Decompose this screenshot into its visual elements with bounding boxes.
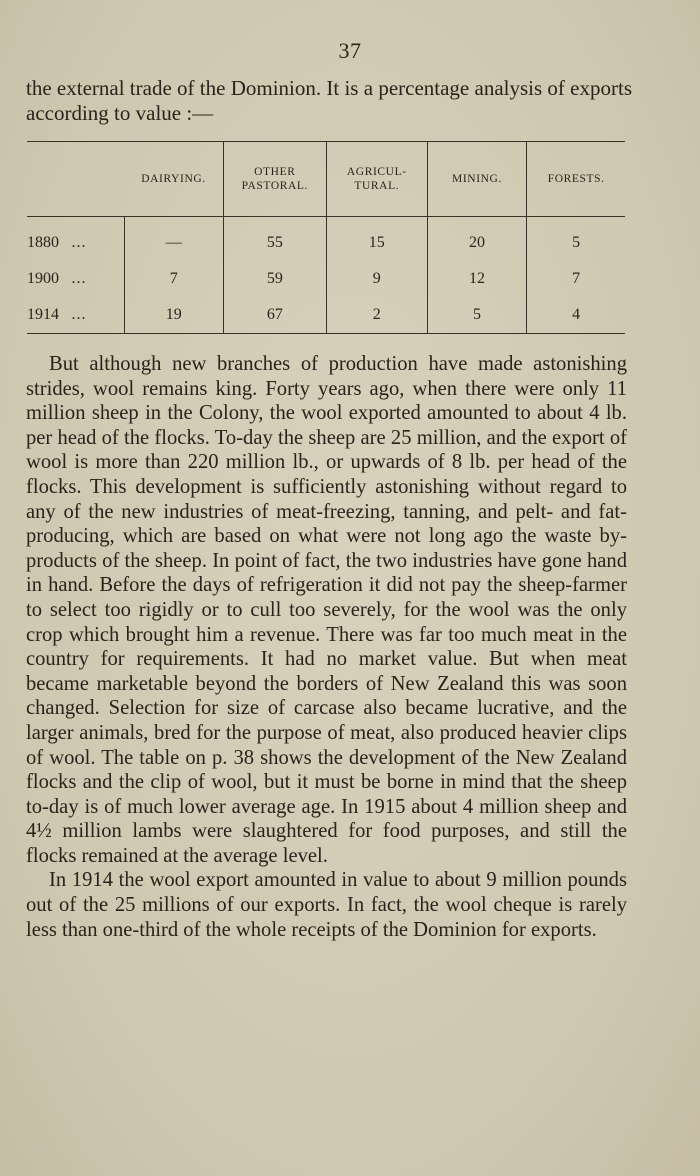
header-dairying: DAIRYING.	[124, 142, 223, 217]
row-year: 1914 ...	[27, 297, 124, 334]
table-row	[27, 297, 625, 334]
row-year: 1900 ...	[27, 270, 87, 287]
header-forests: FORESTS.	[527, 142, 625, 217]
body-text	[26, 352, 627, 942]
export-percentage-table	[27, 141, 625, 334]
cell-forests: 5	[527, 217, 625, 262]
header-year	[27, 142, 124, 217]
cell-agricultural: 15	[326, 217, 427, 262]
paragraph-wool-export-value: In 1914 the wool export amounted in value to about 9 million pounds out of the 25 millions of our exports. In fact, the wool cheque is rarely less than one-third of the whole receipts of the Dominion for exports.	[26, 869, 627, 941]
cell-dairying: 19	[124, 297, 223, 334]
header-agricultural: AGRICUL- TURAL.	[326, 142, 427, 217]
header-other-pastoral: OTHER PASTORAL.	[223, 142, 326, 217]
cell-other-pastoral: 55	[223, 217, 326, 262]
cell-dairying: 7	[124, 261, 223, 297]
cell-mining: 5	[427, 297, 527, 334]
table-header-row	[27, 142, 625, 217]
table-row	[27, 261, 625, 297]
cell-forests: 7	[527, 261, 625, 297]
intro-text: the external trade of the Dominion. It is a percentage analysis of exports according to value :—	[26, 76, 632, 125]
cell-mining: 12	[427, 261, 527, 297]
cell-agricultural: 2	[326, 297, 427, 334]
row-year: 1880 ...	[27, 234, 87, 251]
intro-paragraph	[26, 76, 632, 126]
page-number: 37	[338, 38, 362, 63]
table-row	[27, 217, 625, 262]
cell-dairying: —	[124, 217, 223, 262]
cell-forests: 4	[527, 297, 625, 334]
cell-agricultural: 9	[326, 261, 427, 297]
cell-other-pastoral: 59	[223, 261, 326, 297]
header-mining: MINING.	[427, 142, 527, 217]
paragraph-wool-remains-king: But although new branches of production have made astonishing strides, wool remains king. Forty years ago, when there were only 11 million sheep in the Colony, the wool exported amounted to about 4 lb. per head of the flocks. To-day the sheep are 25 million, and the export of wool is more than 220 million lb., or upwards of 8 lb. per head of the flocks. This development is sufficiently astonishing without regard to any of the new industries of meat-freezing, tanning, and pelt- and fat-producing, which are based on what were not long ago the waste by-products of the sheep. In point of fact, the two industries have gone hand in hand. Before the days of refrigeration it did not pay the sheep-farmer to select too rigidly or to cull too severely, for the wool was the only crop which brought him a revenue. There was far too much meat in the country for requirements. It had no market value. But when meat became marketable beyond the borders of New Zealand this was soon changed. Selection for size of carcase also became lucrative, and the larger animals, bred for the purpose of meat, also produced heavier clips of wool. The table on p. 38 shows the development of the New Zealand flocks and the clip of wool, but it must be borne in mind that the sheep to-day is of much lower average age. In 1915 about 4 million sheep and 4½ million lambs were slaughtered for food purposes, and still the flocks remained at the average level.	[26, 353, 627, 867]
cell-other-pastoral: 67	[223, 297, 326, 334]
cell-mining: 20	[427, 217, 527, 262]
